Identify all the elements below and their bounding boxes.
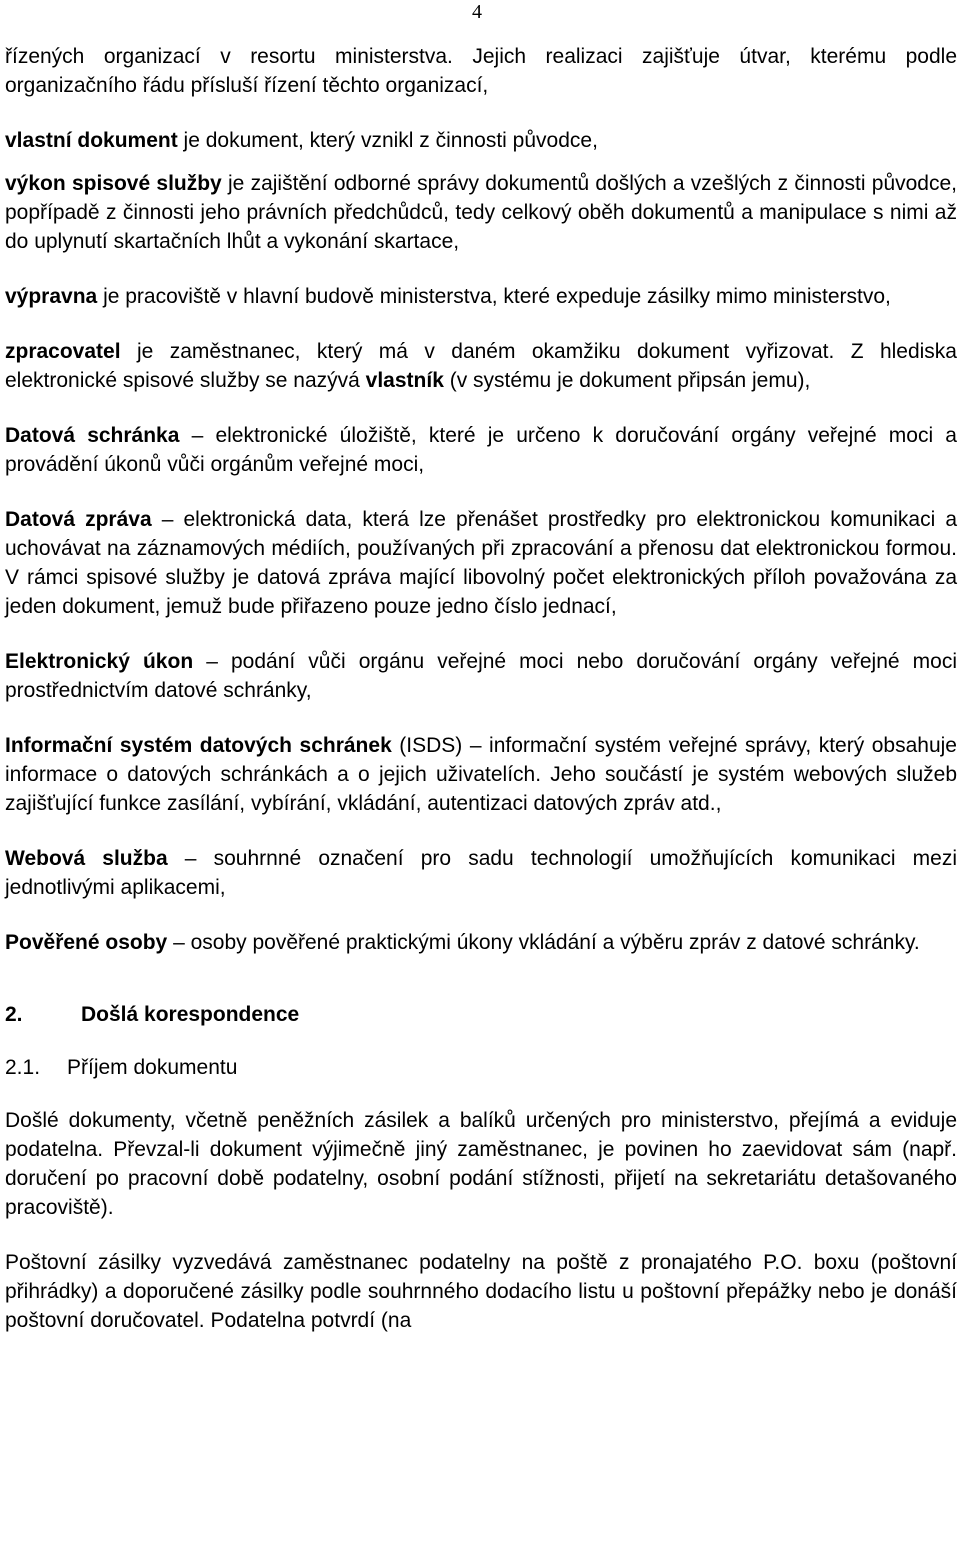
body-paragraph-receipt: [5, 1106, 957, 1222]
definition-term: Elektronický úkon: [5, 650, 194, 673]
definition-poverene-osoby: [5, 928, 957, 957]
definition-isds: [5, 731, 957, 818]
definition-term: výpravna: [5, 285, 98, 308]
body-paragraph-postal: [5, 1248, 957, 1335]
definition-text: – souhrnné označení pro sadu technologií umožňujících komunikaci mezi jednotlivými aplikacemi,: [5, 847, 957, 899]
paragraph-continuation: [5, 42, 957, 100]
definition-vypravna: [5, 282, 957, 311]
definition-webova-sluzba: [5, 844, 957, 902]
definition-term: Webová služba: [5, 847, 168, 870]
definition-text: je zajištění odborné správy dokumentů došlých a vzešlých z činnosti původce, popřípadě z činnosti jeho právních předchůdců, tedy celkový oběh dokumentů a manipulace s nimi až do uplynutí skartačních lhůt a vykonání skartace,: [5, 172, 957, 253]
definition-text: – osoby pověřené praktickými úkony vkládání a výběru zpráv z datové schránky.: [167, 931, 920, 954]
definition-term: výkon spisové služby: [5, 172, 222, 195]
definition-term: vlastní dokument: [5, 129, 178, 152]
paragraph-text: Poštovní zásilky vyzvedává zaměstnanec podatelny na poště z pronajatého P.O. boxu (poštovní přihrádky) a doporučené zásilky podle souhrnného dodacího listu u poštovní přepážky nebo je donáší poštovní doručovatel. Podatelna potvrdí (na: [5, 1251, 957, 1332]
definition-vlastni-dokument: [5, 126, 957, 155]
definition-text: (ISDS) – informační systém veřejné správy, který obsahuje informace o datových schránkách a o jejich uživatelích. Jeho součástí je systém webových služeb zajišťující funkce zasílání, vybírání, vkládání, autentizaci datových zpráv atd.,: [5, 734, 957, 815]
definition-vykon-spisove-sluzby: [5, 169, 957, 256]
definition-elektronicky-ukon: [5, 647, 957, 705]
definition-datova-schranka: [5, 421, 957, 479]
paragraph-text: řízených organizací v resortu ministerstva. Jejich realizaci zajišťuje útvar, kterému podle organizačního řádu přísluší řízení těchto organizací,: [5, 45, 957, 97]
section-number: 2.: [5, 1003, 23, 1026]
definition-zpracovatel: [5, 337, 957, 395]
subsection-number: 2.1.: [5, 1056, 41, 1079]
section-heading: [5, 1000, 957, 1029]
definition-text: je pracoviště v hlavní budově ministerstva, které expeduje zásilky mimo ministerstvo,: [97, 285, 891, 308]
definition-text: (v systému je dokument připsán jemu),: [443, 369, 811, 392]
definition-term: Datová zpráva: [5, 508, 152, 531]
definition-term: Datová schránka: [5, 424, 180, 447]
definition-datova-zprava: [5, 505, 957, 621]
paragraph-text: Došlé dokumenty, včetně peněžních zásilek a balíků určených pro ministerstvo, přejímá a eviduje podatelna. Převzal-li dokument výjimečně jiný zaměstnanec, je povinen ho zaevidovat sám (např. doručení po pracovní době podatelny, osobní podání stížnosti, přijetí na sekretariátu detašovaného pracoviště).: [5, 1109, 957, 1219]
subsection-title: Příjem dokumentu: [67, 1056, 238, 1079]
definition-term-secondary: vlastník: [365, 369, 444, 392]
subsection-heading: [5, 1053, 957, 1082]
definition-text: – elektronická data, která lze přenášet prostředky pro elektronickou komunikaci a uchovávat na záznamových médiích, používaných při zpracování a přenosu dat elektronickou formou. V rámci spisové služby je datová zpráva mající libovolný počet elektronických příloh považována za jeden dokument, jemuž bude přiřazeno pouze jedno číslo jednací,: [5, 508, 957, 618]
definition-text: je zaměstnanec, který má v daném okamžiku dokument vyřizovat. Z hlediska elektronické spisové služby se nazývá: [5, 340, 957, 392]
definition-term: zpracovatel: [5, 340, 121, 363]
definition-text: – elektronické úložiště, které je určeno k doručování orgány veřejné moci a provádění úkonů vůči orgánům veřejné moci,: [5, 424, 957, 476]
definition-text: – podání vůči orgánu veřejné moci nebo doručování orgány veřejné moci prostřednictvím datové schránky,: [5, 650, 957, 702]
definition-term: Informační systém datových schránek: [5, 734, 392, 757]
definition-text: je dokument, který vznikl z činnosti původce,: [177, 129, 598, 152]
page-number: 4: [472, 1, 482, 23]
section-title: Došlá korespondence: [81, 1003, 300, 1026]
document-body: [5, 42, 957, 1335]
definition-term: Pověřené osoby: [5, 931, 168, 954]
